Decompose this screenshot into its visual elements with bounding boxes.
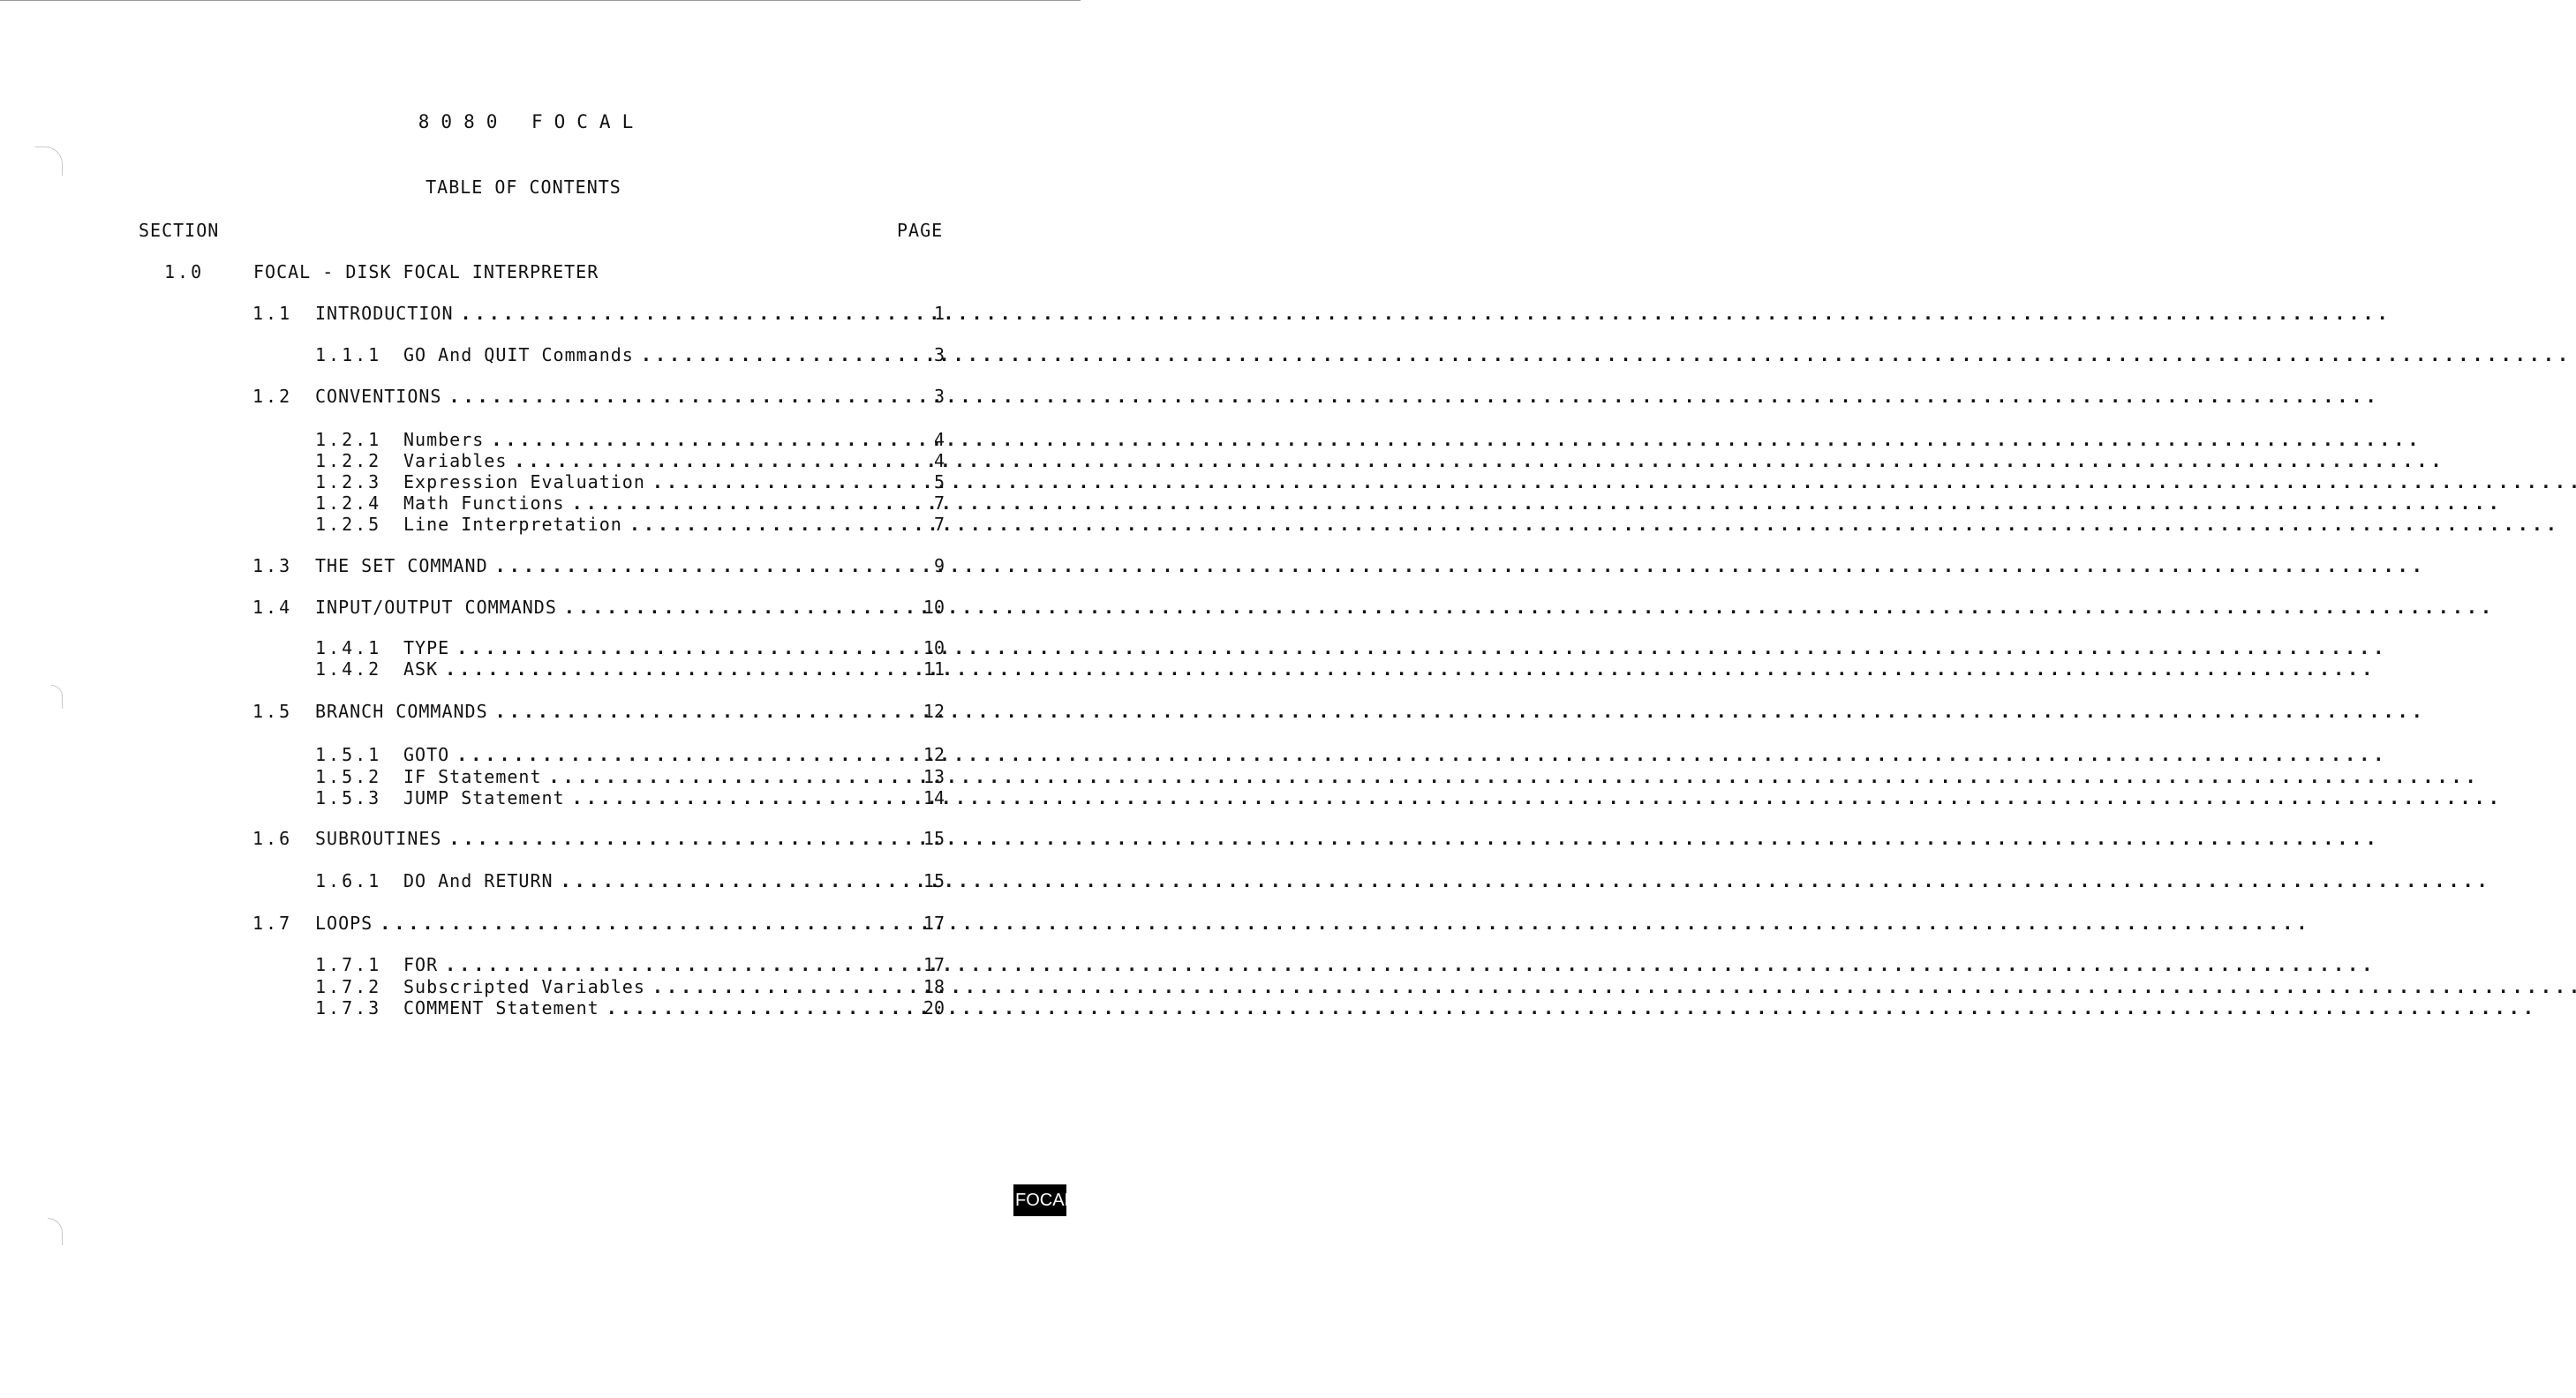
- entry-page: 12: [923, 701, 945, 722]
- toc-entry[interactable]: [0, 743, 1081, 766]
- entry-page: 3: [933, 386, 945, 407]
- entry-number: 1.6: [252, 828, 293, 849]
- toc-entry[interactable]: [0, 302, 1081, 325]
- entry-page: 13: [923, 766, 945, 787]
- entry-number: 1.7: [252, 913, 293, 934]
- entry-page: 18: [923, 976, 945, 997]
- entry-title: JUMP Statement . . .: [403, 786, 869, 809]
- toc-entry[interactable]: [0, 827, 1081, 850]
- entry-page: 15: [923, 870, 945, 891]
- entry-page: 11: [923, 658, 945, 680]
- entry-number: 1.7.2: [315, 976, 382, 997]
- section-column-header: SECTION: [139, 220, 220, 241]
- entry-number: 1.2.2: [315, 450, 382, 471]
- entry-page: 4: [933, 429, 945, 450]
- entry-page: 17: [923, 954, 945, 975]
- entry-title: Variables . . .: [403, 449, 869, 472]
- entry-number: 1.4.2: [315, 658, 382, 680]
- toc-entry[interactable]: [0, 470, 1081, 493]
- entry-title: Expression Evaluation . . .: [403, 470, 869, 493]
- entry-page: 7: [933, 514, 945, 535]
- entry-title: GOTO . . .: [403, 743, 869, 766]
- toc-entry[interactable]: [0, 596, 1081, 619]
- entry-number: 1.2.5: [315, 514, 382, 535]
- toc-entry[interactable]: [0, 912, 1081, 935]
- toc-entries: [0, 0, 1081, 1398]
- entry-number: 1.1: [252, 303, 293, 324]
- entry-title: TYPE . . .: [403, 636, 869, 659]
- entry-number: 1.7.1: [315, 954, 382, 975]
- entry-title: GO And QUIT Commands . . .: [403, 343, 869, 366]
- entry-number: 1.2.3: [315, 471, 382, 492]
- entry-title: Subscripted Variables . . .: [403, 975, 869, 998]
- toc-heading: TABLE OF CONTENTS: [426, 177, 621, 198]
- toc-entry[interactable]: [0, 343, 1081, 366]
- entry-number: 1.1.1: [315, 344, 382, 365]
- entry-title: CONVENTIONS . . .: [315, 385, 869, 408]
- entry-title: LOOPS . . .: [315, 912, 869, 935]
- entry-title: Math Functions . . .: [403, 492, 869, 515]
- toc-entry[interactable]: [0, 786, 1081, 809]
- entry-page: 1: [933, 303, 945, 324]
- entry-page: 5: [933, 471, 945, 492]
- entry-page: 9: [933, 555, 945, 576]
- entry-title: SUBROUTINES . . .: [315, 827, 869, 850]
- entry-title: ASK . . .: [403, 658, 869, 680]
- entry-number: 1.5.2: [315, 766, 382, 787]
- toc-entry[interactable]: [0, 953, 1081, 976]
- part-title: FOCAL - DISK FOCAL INTERPRETER: [253, 261, 599, 282]
- toc-entry[interactable]: [0, 975, 1081, 998]
- part-number: 1.0: [164, 261, 205, 282]
- entry-number: 1.6.1: [315, 870, 382, 891]
- entry-number: 1.5: [252, 701, 293, 722]
- entry-page: 15: [923, 828, 945, 849]
- toc-entry[interactable]: [0, 996, 1081, 1019]
- entry-page: 12: [923, 744, 945, 765]
- toc-entry[interactable]: [0, 492, 1081, 515]
- entry-number: 1.4: [252, 597, 293, 618]
- entry-page: 14: [923, 787, 945, 808]
- toc-entry[interactable]: [0, 700, 1081, 723]
- toc-entry[interactable]: [0, 449, 1081, 472]
- entry-title: IF Statement . . .: [403, 765, 869, 788]
- entry-page: 4: [933, 450, 945, 471]
- entry-number: 1.2.4: [315, 492, 382, 514]
- toc-entry[interactable]: [0, 513, 1081, 536]
- entry-number: 1.4.1: [315, 637, 382, 658]
- toc-entry[interactable]: [0, 658, 1081, 680]
- page-column-header: PAGE: [897, 220, 944, 241]
- entry-page: 20: [923, 997, 945, 1018]
- entry-title: FOR . . .: [403, 953, 869, 976]
- entry-page: 3: [933, 344, 945, 365]
- entry-title: BRANCH COMMANDS . . .: [315, 700, 869, 723]
- entry-title: Numbers . . .: [403, 428, 869, 451]
- toc-entry[interactable]: [0, 636, 1081, 659]
- entry-title: INPUT/OUTPUT COMMANDS . . .: [315, 596, 869, 619]
- entry-title: Line Interpretation . . .: [403, 513, 869, 536]
- toc-entry[interactable]: [0, 385, 1081, 408]
- entry-number: 1.2: [252, 386, 293, 407]
- entry-title: DO And RETURN . . .: [403, 869, 869, 892]
- entry-number: 1.3: [252, 555, 293, 576]
- entry-number: 1.2.1: [315, 429, 382, 450]
- entry-number: 1.5.1: [315, 744, 382, 765]
- entry-page: 7: [933, 492, 945, 514]
- entry-title: INTRODUCTION . . .: [315, 302, 869, 325]
- entry-page: 17: [923, 913, 945, 934]
- section-thumb-tab: FOCAL: [1013, 1184, 1066, 1216]
- entry-title: COMMENT Statement . . .: [403, 996, 869, 1019]
- toc-entry[interactable]: [0, 554, 1081, 577]
- entry-page: 10: [923, 597, 945, 618]
- toc-entry[interactable]: [0, 765, 1081, 788]
- entry-page: 10: [923, 637, 945, 658]
- entry-number: 1.7.3: [315, 997, 382, 1018]
- toc-entry[interactable]: [0, 869, 1081, 892]
- entry-title: THE SET COMMAND . . .: [315, 554, 869, 577]
- toc-entry[interactable]: [0, 428, 1081, 451]
- entry-number: 1.5.3: [315, 787, 382, 808]
- document-title: 8080 FOCAL: [418, 111, 645, 132]
